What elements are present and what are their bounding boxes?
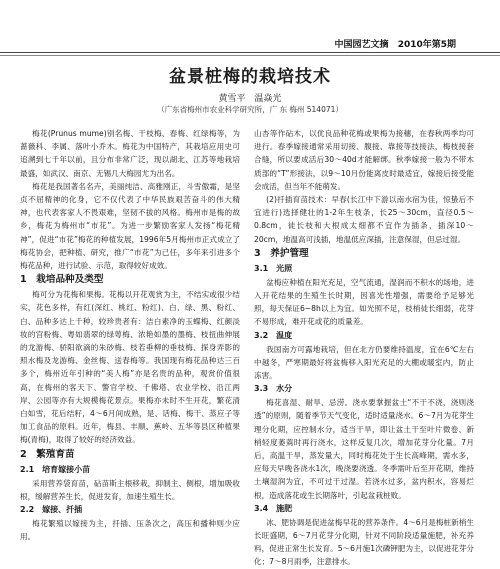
subsection-heading: 2.2 嫁接、扦插 (20, 505, 83, 515)
publication-name: 中国园艺文摘 (334, 40, 389, 50)
body-paragraph: 盆梅应种植在阳光充足，空气流通，湿润而不积水的场地，进入开花结果的生殖生长时期，因喜光性增强，需要给予足够光照，每天保证6~8h以上为宜。如光照不足，枝梢徒长细弱，花芽不易形成，难开花或花的质量差。 (254, 277, 474, 327)
body-paragraph: 山杏等作砧木，以优良品种花梅或果梅为接穗，在春秋两季均可进行。春季嫁接通常采用切接、腹接、靠接等技接法，梅枝接套合缝，所以要成活后30～40d才能解绑。秋季嫁接一般为不带木质部的“T”形接法，以9～10月份能离皮时最适宜，嫁接后接受能会成活，但当年不能萌发。 (254, 129, 474, 191)
article-authors: 黄雪平 温焱光 (218, 94, 282, 104)
body-paragraph: 梅花繁殖以嫁接为主，扦插、压条次之，高压和播种则少应用。 (20, 519, 240, 542)
body-paragraph: 梅可分为花梅和果梅。花梅以开花观赏为主，不结实或很少结实，花色多样，有红(深红、桃红、粉红)、白、绿、黑、粉红、白、品种多达上千种，较珍贵者有：洁白素净的玉蝶梅、红颜淡妆的宫粉梅、粤如翡翠的绿萼梅、浓艳如墨的墨梅、枝扭曲伸展的龙游梅、骄阳欲滴的朱砂梅、枝若垂柳的垂枝梅、探身弄影的照水梅及龙游梅、金丝梅、送春梅等。我国现有梅花品种达三百多个，梅州近年引种的“美人梅”亦是名贵的品种，观赏价值很高，在梅州的客天下、警官学校、千佛塔、农业学校、沿江两岸、公园等亦有大规模梅花景点。果梅亦未时不生开花，繁花清白如雪，花后结籽，4～6月间成熟，是、话梅、梅干、蒸应子等加工食品的原料。近年，梅县、丰顺、蕉岭、五华等县区种植果梅(青梅)，取得了较好的经济效益。 (20, 290, 240, 445)
subsection-heading: 3.4 施肥 (254, 503, 293, 513)
right-column (254, 127, 474, 569)
header-rule-thin (0, 55, 500, 56)
left-column (20, 127, 240, 543)
body-paragraph: 梅花是我国著名名卉，美丽纯洁、高雅刚正，斗雪傲霜，是坚贞不屈精神的化身，它不仅代表了中华民族艰苦奋斗的伟大精神，也代表客家人不畏艰难，坚韧不拔的风格。梅州市是梅的故乡，梅花为梅州市“市花”。为进一步繁励客家人发扬“梅花精神”，促进“市花”梅花的种植发展，1996年5月梅州市正式成立了梅花协会，把种植、研究，推广“市花”为己任，多年来引进多个梅花品种，进行试验、示范，取得较好成效。 (20, 181, 240, 271)
header-rule (0, 52, 500, 53)
body-paragraph: 梅花(Prunus mume)别名梅、干枝梅、春梅、红绿梅等，为蔷薇科、李属、落叶小乔木。梅花为中国特产，其栽培应用史可追溯到七千年以前，且分布非常广泛，现以湖北、江苏等地栽培最盛，如武汉、南京、无锡几大梅园尤为出名。 (20, 129, 240, 178)
author-affiliation: （广东省梅州市农业科学研究所，广 东 梅州 514071） (157, 105, 343, 114)
subsection-heading: 3.3 水分 (254, 384, 293, 394)
subsection-heading: 2.1 培育嫁接小苗 (20, 464, 91, 474)
issue-number: 2010年第5期 (397, 40, 456, 50)
body-paragraph: 梅花喜湿、耐旱、忌涝。浇水要掌握盆土“不干不浇，浇则浇透”的原则，随着季节天气变化，适时适量浇水。6～7月为花芽生理分化期，应控制水分，适当干旱，即让盆土干至叶片微卷、新梢轻度萎蔫时再行浇水，这样反复几次，增加花芽分化量。7月后，高温干旱，蒸发量大，同时梅花处于生长高峰期，需水多，应每天早晚各浇水1次，晚浇要浇透。冬季需叶后至开花期，维持土壤湿润为宜，不可过干过湿。若浇水过多，盆内积水，容易烂根，造成落花或生长期落叶，引起盆栽桩败。 (254, 398, 474, 500)
subsection-heading: 3.2 温度 (254, 330, 293, 340)
article-title: 盆景桩梅的栽培技术 (169, 67, 331, 87)
section-heading: 1 栽培品种及类型 (20, 274, 104, 286)
body-paragraph: 采用营养袋育苗，砧苗斯主根移栽，抑制主、侧根，增加吸收根，缓解营养生长，促进发育，加速生殖生长。 (20, 478, 240, 501)
body-paragraph: (2)扦插育苗技术：早春(长江中下游以南水宿为佳，惊蛰后不宜进行)选择健壮的1-2年生枝条，长25～30cm，直径0.5～0.8cm，徒长枝和大根成太细都不宜作为插条，插深10～20cm，地温高可浅插，地温低应深插，注意保湿，但忌过湿。 (254, 195, 474, 244)
section-heading: 2 繁殖育苗 (20, 448, 75, 460)
section-heading: 3 养护管理 (254, 247, 309, 259)
body-paragraph: 我国南方可露地栽培，但在北方仍要维持温度，宜在6℃左右中越冬，严寒期最好将盆梅移入阳光充足的大棚或暖室内，防止冻害。 (254, 344, 474, 381)
body-paragraph: 冰、肥协调是促进盆梅早花的营养条件。4～6月是梅桩新梢生长旺盛期，6～7月花芽分化期，针对不同阶段适量施肥，补充养料，促进正常生长发育。5～6月施1次磷钾肥为主，以促进花芽分化；7～8月雨季，注意排水。 (254, 517, 474, 567)
running-header (335, 37, 456, 50)
subsection-heading: 3.1 光照 (254, 263, 293, 273)
